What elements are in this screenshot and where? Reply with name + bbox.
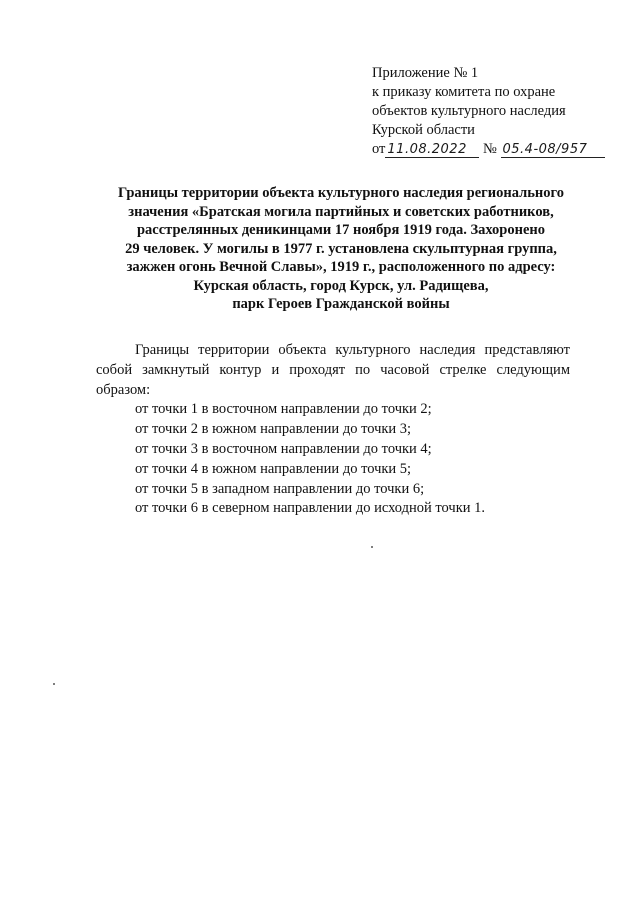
title-line: зажжен огонь Вечной Славы», 1919 г., расположенного по адресу: — [126, 259, 556, 275]
document-title — [96, 184, 586, 314]
title-line: парк Героев Гражданской войны — [232, 296, 450, 312]
title-line: Курская область, город Курск, ул. Радищева, — [193, 277, 489, 294]
boundary-point-item: от точки 5 в западном направлении до точки 6; — [135, 480, 425, 497]
title-line: Границы территории объекта культурного наследия регионального — [118, 185, 564, 201]
title-line: значения «Братская могила партийных и советских работников, — [128, 203, 554, 220]
title-line: 29 человек. У могилы в 1977 г. установлена скульптурная группа, — [125, 240, 557, 257]
document-body — [96, 341, 570, 519]
title-line: расстрелянных деникинцами 17 ноября 1919 года. Захоронено — [136, 222, 546, 238]
order-date-number-line — [372, 140, 632, 159]
appendix-order-ref: к приказу комитета по охране — [372, 84, 556, 100]
boundary-point-item: от точки 4 в южном направлении до точки 5; — [135, 460, 412, 477]
scan-speck — [371, 546, 373, 548]
appendix-header — [372, 64, 632, 159]
handwritten-date: 11.08.2022 — [385, 143, 479, 158]
boundary-point-item: от точки 1 в восточном направлении до точки 2; — [135, 401, 432, 418]
boundary-point-item: от точки 2 в южном направлении до точки 3; — [135, 421, 412, 438]
date-prefix: от — [372, 141, 386, 157]
handwritten-order-number: 05.4-08/957 — [501, 143, 605, 158]
appendix-region: Курской области — [372, 122, 475, 138]
intro-paragraph: Границы территории объекта культурного наследия представляют собой замкнутый контур и проходят по часовой стрелке следующим образом: — [96, 342, 570, 398]
boundary-point-item: от точки 6 в северном направлении до исходной точки 1. — [135, 500, 485, 517]
number-sign: № — [483, 141, 497, 157]
appendix-title: Приложение № 1 — [372, 65, 479, 81]
appendix-committee: объектов культурного наследия — [372, 103, 566, 119]
boundary-point-item: от точки 3 в восточном направлении до точки 4; — [135, 440, 432, 457]
scan-speck — [53, 683, 55, 685]
